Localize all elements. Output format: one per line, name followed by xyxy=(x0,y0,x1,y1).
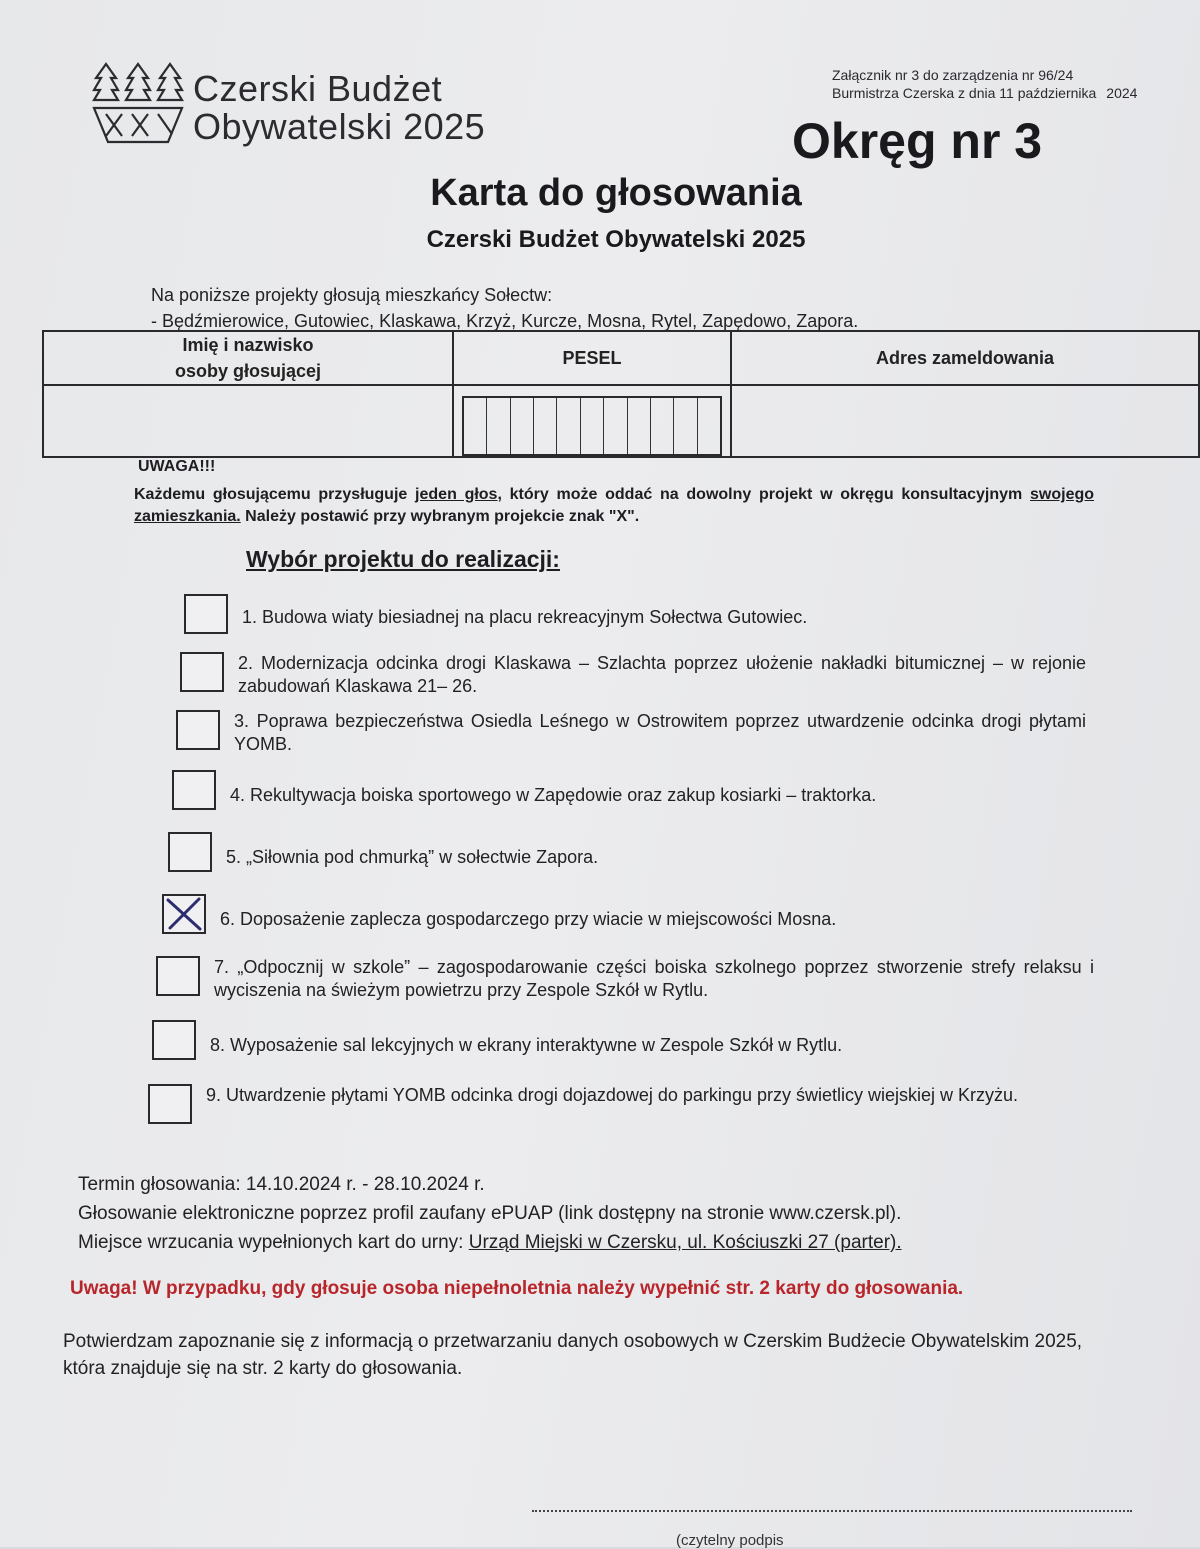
project-label-6: 6. Doposażenie zaplecza gospodarczego przy wiacie w miejscowości Mosna. xyxy=(220,909,837,929)
confirmation-statement: Potwierdzam zapoznanie się z informacją o przetwarzaniu danych osobowych w Czerskim Budżecie Obywatelskim 2025, która znajduje się na str. 2 karty do głosowania. xyxy=(63,1331,1083,1379)
project-option-5[interactable] xyxy=(168,832,1068,872)
project-label-2: 2. Modernizacja odcinka drogi Klaskawa – Szlachta poprzez ułożenie nakładki bitumicznej – w rejonie zabudowań Klaskawa 21– 26. xyxy=(238,653,1086,696)
logo-text: Czerski Budżet Obywatelski 2025 xyxy=(193,68,486,147)
attachment-note: Załącznik nr 3 do zarządzenia nr 96/24 Burmistrza Czerska z dnia 11 października 2024 xyxy=(832,67,1138,101)
project-option-2[interactable] xyxy=(180,652,1086,698)
project-checkbox-5[interactable] xyxy=(168,832,212,872)
project-checkbox-2[interactable] xyxy=(180,652,224,692)
project-label-4: 4. Rekultywacja boiska sportowego w Zapędowie oraz zakup kosiarki – traktorka. xyxy=(230,785,877,805)
residents-info: Na poniższe projekty głosują mieszkańcy Sołectw: - Będźmierowice, Gutowiec, Klaskawa, Krzyż, Kurcze, Mosna, Rytel, Zapędowo, Zapora. xyxy=(151,285,859,331)
signature-caption: (czytelny podpis xyxy=(676,1532,784,1549)
ballot-box-location: Miejsce wrzucania wypełnionych kart do urny: Urząd Miejski w Czersku, ul. Kościuszki 27 (parter). xyxy=(78,1232,902,1253)
pesel-header: PESEL xyxy=(453,331,731,385)
project-option-4[interactable] xyxy=(172,770,1072,810)
electronic-voting-info: Głosowanie elektroniczne poprzez profil zaufany ePUAP (link dostępny na stronie www.czersk.pl). xyxy=(78,1203,902,1224)
project-option-7[interactable] xyxy=(156,956,1096,1002)
project-label-1: 1. Budowa wiaty biesiadnej na placu rekreacyjnym Sołectwa Gutowiec. xyxy=(242,607,808,627)
voter-id-table xyxy=(42,330,1200,458)
project-checkbox-6[interactable] xyxy=(162,894,206,934)
x-mark-icon xyxy=(164,896,204,932)
voting-deadline: Termin głosowania: 14.10.2024 r. - 28.10.2024 r. xyxy=(78,1174,485,1195)
project-label-8: 8. Wyposażenie sal lekcyjnych w ekrany interaktywne w Zespole Szkół w Rytlu. xyxy=(210,1035,843,1055)
project-checkbox-7[interactable] xyxy=(156,956,200,996)
selection-heading: Wybór projektu do realizacji: xyxy=(246,546,560,572)
project-checkbox-1[interactable] xyxy=(184,594,228,634)
project-option-9[interactable] xyxy=(148,1084,1100,1124)
voting-terms xyxy=(78,1170,902,1257)
trees-logo-icon xyxy=(92,62,184,148)
project-checkbox-8[interactable] xyxy=(152,1020,196,1060)
address-header: Adres zameldowania xyxy=(731,331,1199,385)
project-option-1[interactable] xyxy=(184,594,1084,634)
address-field[interactable] xyxy=(731,385,1199,457)
name-header: Imię i nazwisko osoby głosującej xyxy=(43,331,453,385)
project-label-9: 9. Utwardzenie płytami YOMB odcinka drogi dojazdowej do parkingu przy świetlicy wiejskiej w Krzyżu. xyxy=(206,1085,1019,1105)
project-checkbox-4[interactable] xyxy=(172,770,216,810)
district-number: Okręg nr 3 xyxy=(792,113,1043,169)
signature-line[interactable] xyxy=(532,1510,1132,1512)
project-checkbox-3[interactable] xyxy=(176,710,220,750)
project-option-8[interactable] xyxy=(152,1020,1052,1060)
pesel-digit-boxes[interactable] xyxy=(462,396,722,456)
project-option-6[interactable] xyxy=(162,894,1062,934)
page-subtitle: Czerski Budżet Obywatelski 2025 xyxy=(426,226,806,253)
warning-title: UWAGA!!! xyxy=(138,458,216,475)
warning-text: Każdemu głosującemu przysługuje jeden głos, który może oddać na dowolny projekt w okręgu konsultacyjnym swojego zamieszkania. Należy postawić przy wybranym projekcie znak "X". xyxy=(134,486,1095,525)
pesel-field[interactable] xyxy=(453,385,731,457)
project-checkbox-9[interactable] xyxy=(148,1084,192,1124)
project-label-5: 5. „Siłownia pod chmurką” w sołectwie Zapora. xyxy=(226,847,599,867)
project-label-3: 3. Poprawa bezpieczeństwa Osiedla Leśnego w Ostrowitem poprzez utwardzenie odcinka drogi płytami YOMB. xyxy=(234,711,1086,754)
project-label-7: 7. „Odpocznij w szkole” – zagospodarowanie części boiska szkolnego poprzez stworzenie strefy relaksu i wyciszenia na świeżym powietrzu przy Zespole Szkół w Rytlu. xyxy=(214,957,1094,1000)
project-option-3[interactable] xyxy=(176,710,1086,756)
page-title: Karta do głosowania xyxy=(430,172,802,214)
minor-warning: Uwaga! W przypadku, gdy głosuje osoba niepełnoletnia należy wypełnić str. 2 karty do głosowania. xyxy=(70,1278,964,1299)
name-field[interactable] xyxy=(43,385,453,457)
